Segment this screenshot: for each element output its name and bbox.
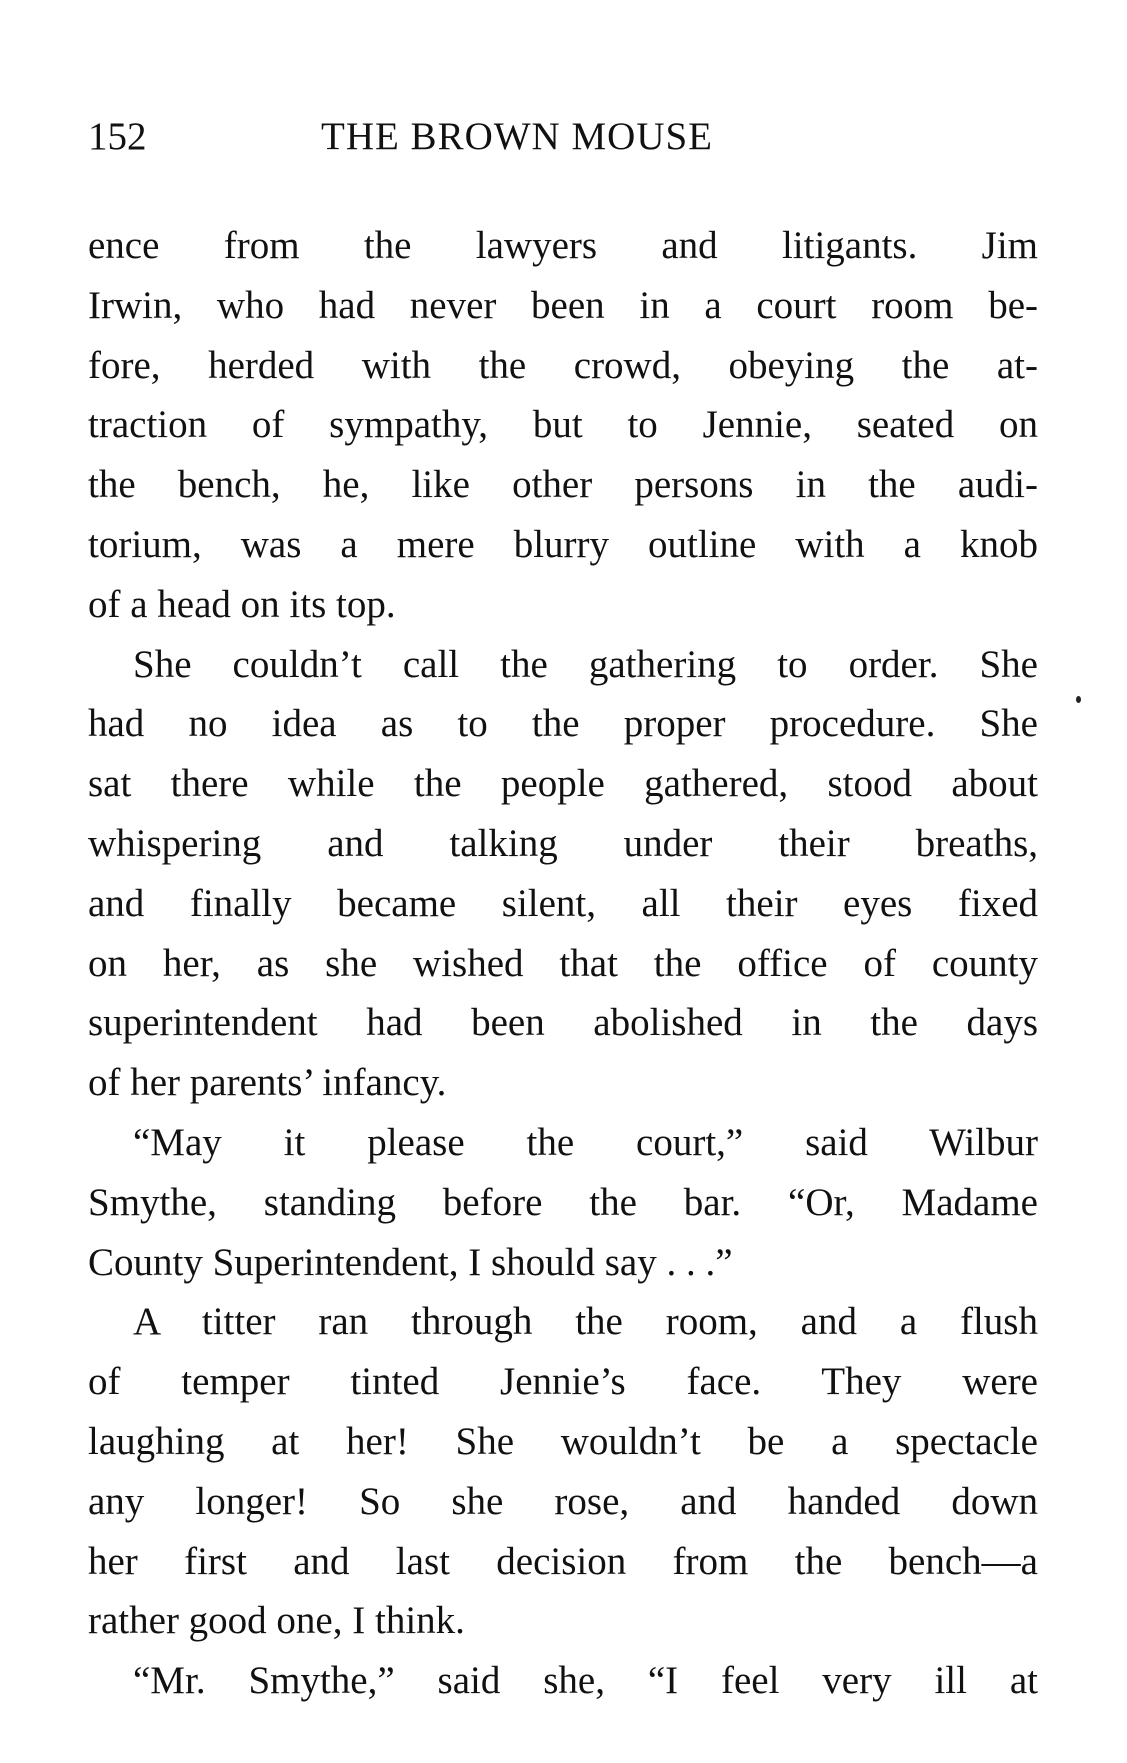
text-line: had no idea as to the proper procedure. She (88, 702, 1038, 746)
text-line: any longer! So she rose, and handed down (88, 1479, 1038, 1523)
text-line: of a head on its top. (88, 582, 396, 626)
text-line: of her parents’ infancy. (88, 1061, 447, 1105)
text-line: traction of sympathy, but to Jennie, seated on (88, 403, 1038, 447)
text-line: laughing at her! She wouldn’t be a spectacle (88, 1419, 1038, 1463)
text-line: fore, herded with the crowd, obeying the at- (88, 343, 1038, 387)
text-line: Smythe, standing before the bar. “Or, Madame (88, 1180, 1038, 1224)
paragraph-start-line: “Mr. Smythe,” said she, “I feel very ill at (133, 1659, 1038, 1703)
text-line: the bench, he, like other persons in the audi- (88, 463, 1038, 507)
ink-speck (1076, 696, 1081, 703)
text-line: rather good one, I think. (88, 1599, 465, 1643)
paragraph-start-line: She couldn’t call the gathering to order. She (133, 642, 1038, 686)
text-line: and finally became silent, all their eyes fixed (88, 881, 1038, 925)
page-number: 152 (88, 115, 147, 158)
running-title: THE BROWN MOUSE (321, 115, 713, 158)
text-line: sat there while the people gathered, stood about (88, 762, 1038, 806)
text-line: torium, was a mere blurry outline with a knob (88, 522, 1038, 566)
text-line: of temper tinted Jennie’s face. They were (88, 1360, 1038, 1404)
text-line: superintendent had been abolished in the days (88, 1001, 1038, 1045)
paragraph-start-line: “May it please the court,” said Wilbur (133, 1120, 1038, 1164)
text-line: County Superintendent, I should say . . .” (88, 1240, 733, 1284)
text-line: ence from the lawyers and litigants. Jim (88, 224, 1038, 267)
paragraph-start-line: A titter ran through the room, and a flush (133, 1300, 1038, 1344)
text-line: whispering and talking under their breaths, (88, 821, 1038, 865)
text-line: on her, as she wished that the office of county (88, 941, 1038, 985)
text-line: Irwin, who had never been in a court room be- (88, 283, 1038, 327)
body-text (88, 216, 1038, 1711)
page-header (88, 112, 1038, 162)
text-line: her first and last decision from the bench—a (88, 1539, 1038, 1583)
